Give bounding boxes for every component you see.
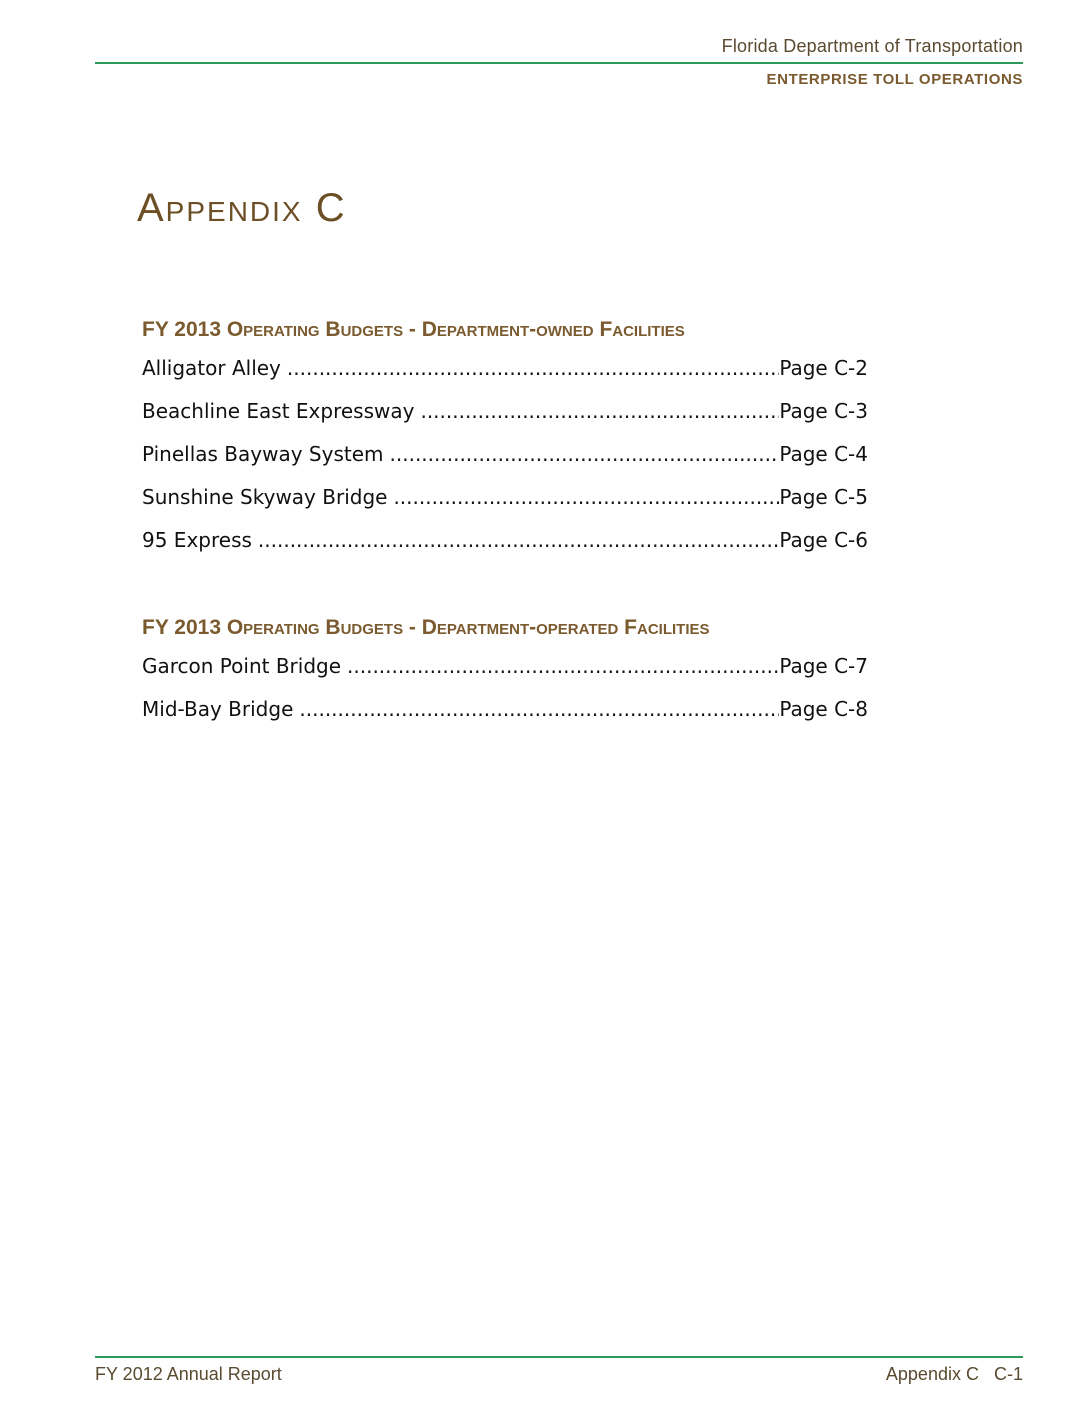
toc-item-page: Page C-7 <box>779 654 868 678</box>
toc-leader-dots <box>299 697 779 721</box>
footer-page-label <box>886 1364 1023 1385</box>
footer-section: Appendix C <box>885 1364 979 1384</box>
toc-item-page: Page C-6 <box>779 528 868 552</box>
toc-item[interactable] <box>142 442 868 485</box>
toc-leader-dots <box>347 654 779 678</box>
toc-item-name: Sunshine Skyway Bridge <box>142 485 388 509</box>
toc-item[interactable] <box>142 654 868 697</box>
toc-leader-dots <box>420 399 779 423</box>
toc-item[interactable] <box>142 356 868 399</box>
toc-item-page: Page C-5 <box>779 485 868 509</box>
header-divider <box>95 62 1023 64</box>
toc-item-name: Pinellas Bayway System <box>142 442 384 466</box>
toc-leader-dots <box>258 528 779 552</box>
toc-item-page: Page C-4 <box>779 442 868 466</box>
toc-item-page: Page C-8 <box>779 697 868 721</box>
toc-item[interactable] <box>142 528 868 571</box>
section-heading-department-owned: FY 2013 Operating Budgets - Department-owned Facilities <box>142 318 685 341</box>
toc-list-department-owned <box>142 356 868 571</box>
section-heading-department-operated: FY 2013 Operating Budgets - Department-operated Facilities <box>142 616 710 639</box>
header-organization: Florida Department of Transportation <box>721 36 1023 56</box>
page-title: Appendix C <box>137 186 347 230</box>
toc-item-name: Garcon Point Bridge <box>142 654 342 678</box>
header-division: ENTERPRISE TOLL OPERATIONS <box>766 71 1023 88</box>
toc-leader-dots <box>393 485 779 509</box>
toc-item[interactable] <box>142 485 868 528</box>
toc-item-name: 95 Express <box>142 528 252 552</box>
toc-item-name: Mid-Bay Bridge <box>142 697 294 721</box>
toc-item[interactable] <box>142 399 868 442</box>
footer-report-title: FY 2012 Annual Report <box>95 1364 282 1384</box>
toc-item-page: Page C-2 <box>779 356 868 380</box>
toc-item-page: Page C-3 <box>779 399 868 423</box>
footer-page-number: C-1 <box>993 1364 1023 1384</box>
toc-item[interactable] <box>142 697 868 740</box>
toc-item-name: Alligator Alley <box>142 356 281 380</box>
toc-item-name: Beachline East Expressway <box>142 399 415 423</box>
toc-leader-dots <box>390 442 780 466</box>
toc-list-department-operated <box>142 654 868 740</box>
toc-leader-dots <box>287 356 779 380</box>
footer-divider <box>95 1356 1023 1358</box>
